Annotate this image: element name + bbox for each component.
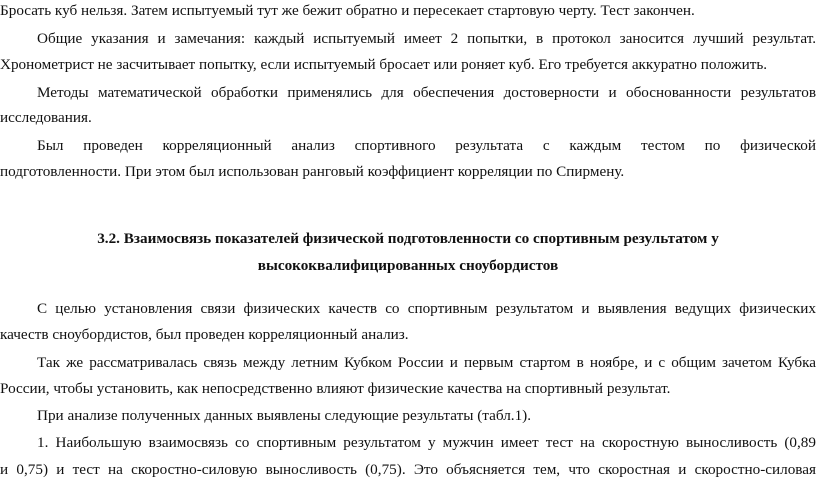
- text-line-russia-influence: России, чтобы установить, как непосредственно влияют физические качества на спортивный результат.: [0, 380, 671, 397]
- text-line-table-results: При анализе полученных данных выявлены следующие результаты (табл.1).: [37, 407, 532, 424]
- section-heading-line-2: высококвалифицированных сноубордистов: [257, 257, 559, 274]
- text-line-men-endurance: 1. Наибольшую взаимосвязь со спортивным результатом у мужчин имеет тест на скоростную выносливость (0,89: [37, 434, 816, 451]
- text-line-speed-strength: и 0,75) и тест на скоростно-силовую выносливость (0,75). Это объясняется тем, что скоростная и скоростно-силовая: [0, 461, 816, 478]
- text-line-test-end: Бросать куб нельзя. Затем испытуемый тут же бежит обратно и пересекает стартовую черту. Тест закончен.: [0, 2, 695, 19]
- text-line-timekeeper: Хронометрист не засчитывает попытку, если испытуемый бросает или роняет куб. Его требуется аккуратно положить.: [0, 56, 768, 73]
- section-heading-line-1: 3.2. Взаимосвязь показателей физической подготовленности со спортивным результатом у: [97, 230, 719, 247]
- text-line-spearman: подготовленности. При этом был использован ранговый коэффициент корреляции по Спирмену.: [0, 163, 625, 180]
- text-line-math-methods: Методы математической обработки применялись для обеспечения достоверности и обоснованности результатов: [37, 84, 816, 101]
- text-line-goal: С целью установления связи физических качеств со спортивным результатом и выявления ведущих физических: [37, 300, 816, 317]
- text-line-general-notes: Общие указания и замечания: каждый испытуемый имеет 2 попытки, в протокол заносится лучший результат.: [37, 30, 816, 47]
- text-line-russia-cup: Так же рассматривалась связь между летним Кубком России и первым стартом в ноябре, и с общим зачетом Кубка: [37, 354, 816, 371]
- text-line-snowboarders: качеств сноубордистов, был проведен корреляционный анализ.: [0, 326, 409, 343]
- text-line-correlation-analysis: Был проведен корреляционный анализ спортивного результата с каждым тестом по физической: [37, 137, 816, 154]
- text-line-research: исследования.: [0, 109, 92, 126]
